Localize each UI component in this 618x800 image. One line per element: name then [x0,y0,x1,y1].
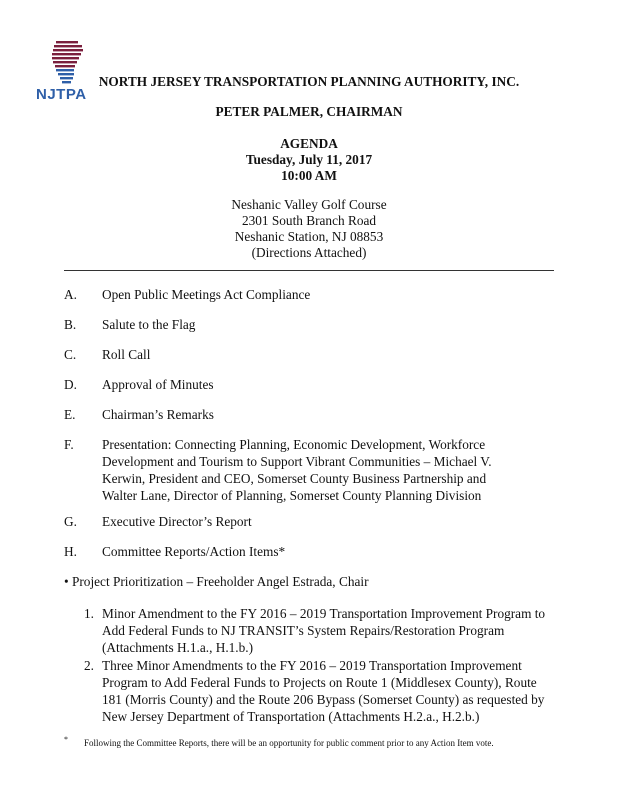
agenda-title: AGENDA [280,136,338,151]
item-text: Salute to the Flag [102,317,196,332]
footnote-text: Following the Committee Reports, there will be an opportunity for public comment prior to any Action Item vote. [84,738,494,748]
item-text: Committee Reports/Action Items* [102,544,286,559]
item-letter: B. [64,317,77,332]
item-text: Presentation: Connecting Planning, Economic Development, Workforce Development and Tourism to Support Vibrant Communities – Michael V. Kerwin, President and CEO, Somerset County Business Partnership and Walter Lane, Director of Planning, Somerset County Planning Division [102,437,492,503]
item-letter: A. [64,287,77,302]
chairman-name: PETER PALMER, CHAIRMAN [215,104,403,119]
item-letter: D. [64,377,77,392]
logo-text: NJTPA [36,86,87,103]
subitem-number: 1. [84,606,94,621]
item-letter: G. [64,514,77,529]
footnote-mark: * [64,735,68,744]
subitem-text: Minor Amendment to the FY 2016 – 2019 Transportation Improvement Program to Add Federal Funds to NJ TRANSIT’s System Repairs/Restoration Program (Attachments H.1.a., H.1.b.) [102,606,546,655]
location-street: 2301 South Branch Road [241,213,377,228]
meeting-time: 10:00 AM [281,168,337,183]
item-letter: H. [64,544,77,559]
meeting-date: Tuesday, July 11, 2017 [245,152,373,167]
item-letter: E. [64,407,76,422]
committee-bullet: • Project Prioritization – Freeholder Angel Estrada, Chair [64,574,369,589]
organization-name: NORTH JERSEY TRANSPORTATION PLANNING AUTHORITY, INC. [98,74,520,89]
subitem-number: 2. [84,658,94,673]
item-text: Roll Call [102,347,151,362]
item-letter: F. [64,437,74,452]
location-city: Neshanic Station, NJ 08853 [234,229,384,244]
item-text: Executive Director’s Report [102,514,252,529]
item-text: Approval of Minutes [102,377,214,392]
location-note: (Directions Attached) [251,245,367,260]
location-name: Neshanic Valley Golf Course [231,197,387,212]
item-text: Chairman’s Remarks [102,407,214,422]
divider [64,270,554,271]
subitem-text: Three Minor Amendments to the FY 2016 – 2019 Transportation Improvement Program to Add Federal Funds to Projects on Route 1 (Middlesex County), Route 181 (Morris County) and the Route 206 Bypass (Somerset County) as requested by New Jersey Department of Transportation (Attachments H.2.a., H.2.b.) [102,658,545,724]
item-text: Open Public Meetings Act Compliance [102,287,311,302]
item-letter: C. [64,347,77,362]
